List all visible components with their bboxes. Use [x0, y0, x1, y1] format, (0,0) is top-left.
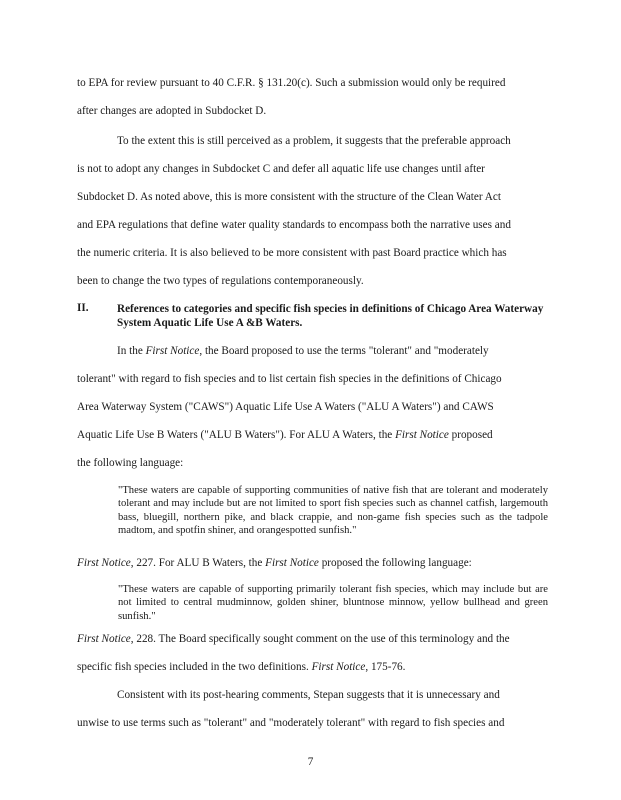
citation-2-line-1: First Notice, 228. The Board specifically sought comment on the use of this terminology and the: [77, 633, 510, 645]
paragraph-1-line-2: after changes are adopted in Subdocket D.: [77, 105, 267, 117]
paragraph-3-line-3: Area Waterway System ("CAWS") Aquatic Life Use A Waters ("ALU A Waters") and CAWS: [77, 401, 494, 413]
paragraph-3-line-4: Aquatic Life Use B Waters ("ALU B Waters"). For ALU A Waters, the First Notice proposed: [77, 429, 493, 441]
paragraph-3-line-1: In the First Notice, the Board proposed to use the terms "tolerant" and "moderately: [117, 345, 489, 357]
paragraph-2-line-4: and EPA regulations that define water quality standards to encompass both the narrative uses and: [77, 219, 511, 231]
citation-2-line-2: specific fish species included in the two definitions. First Notice, 175-76.: [77, 661, 406, 673]
paragraph-3-line-2: tolerant" with regard to fish species and to list certain fish species in the definitions of Chicago: [77, 373, 502, 385]
paragraph-2-line-2: is not to adopt any changes in Subdocket C and defer all aquatic life use changes until after: [77, 163, 485, 175]
block-quote-2: "These waters are capable of supporting primarily tolerant fish species, which may include but are not limited to central mudminnow, golden shiner, bluntnose minnow, yellow bullhead and green sunfish.": [118, 584, 548, 622]
paragraph-2-line-1: To the extent this is still perceived as a problem, it suggests that the preferable approach: [117, 135, 511, 147]
citation-1: First Notice, 227. For ALU B Waters, the First Notice proposed the following language:: [77, 557, 472, 569]
paragraph-4-line-1: Consistent with its post-hearing comments, Stepan suggests that it is unnecessary and: [117, 689, 500, 701]
paragraph-3-line-5: the following language:: [77, 457, 184, 469]
block-quote-1: "These waters are capable of supporting communities of native fish that are tolerant and moderately tolerant and may include but are not limited to sport fish species such as channel catfish, largemouth bass, bluegill, northern pike, and black crappie, and non-game fish species such as the tadpole madtom, and spotfin shiner, and orangespotted sunfish.": [118, 485, 548, 537]
section-heading: References to categories and specific fish species in definitions of Chicago Area Waterway System Aquatic Life Use A &B Waters.: [117, 303, 544, 329]
paragraph-2-line-6: been to change the two types of regulations contemporaneously.: [77, 275, 364, 287]
paragraph-2-line-3: Subdocket D. As noted above, this is more consistent with the structure of the Clean Water Act: [77, 191, 501, 203]
section-number: II.: [77, 302, 89, 314]
paragraph-2-line-5: the numeric criteria. It is also believed to be more consistent with past Board practice which has: [77, 247, 507, 259]
paragraph-4-line-2: unwise to use terms such as "tolerant" and "moderately tolerant" with regard to fish species and: [77, 717, 505, 729]
paragraph-1-line-1: to EPA for review pursuant to 40 C.F.R. § 131.20(c). Such a submission would only be required: [77, 77, 506, 89]
page-number: 7: [307, 756, 314, 768]
